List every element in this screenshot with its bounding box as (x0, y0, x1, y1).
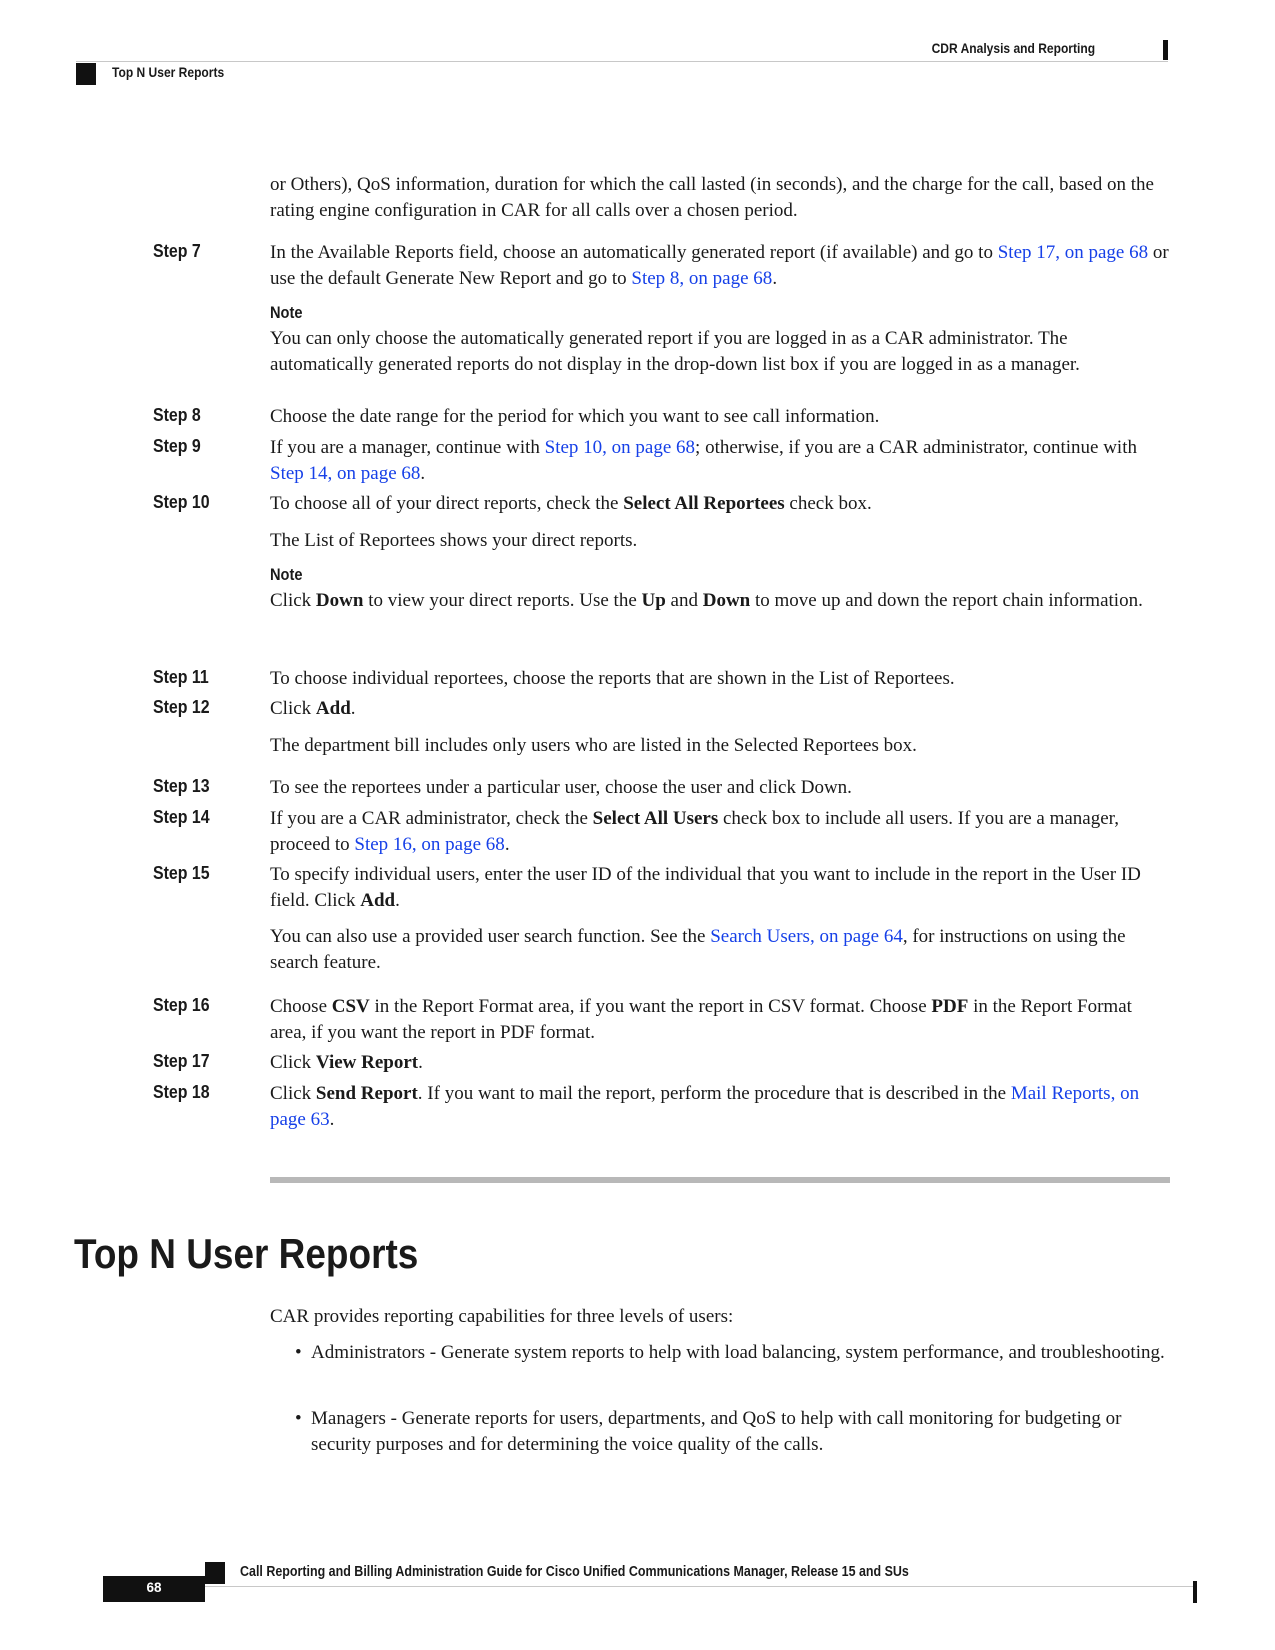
link-step-8[interactable]: Step 8, on page 68 (631, 267, 773, 289)
list-item (295, 1340, 1186, 1366)
step-18-text-part: . (329, 1108, 335, 1130)
step-14-text-part: . (504, 833, 510, 855)
step-8-label: Step 8 (153, 404, 201, 425)
step-17-text-part: Click (270, 1052, 316, 1073)
step-9-text-part: ; otherwise, if you are a CAR administrator, continue with (695, 437, 1137, 458)
step-12-text (270, 696, 1170, 722)
step-10-note-text (270, 588, 1170, 614)
step-17-label: Step 17 (153, 1050, 210, 1071)
footer-rule (205, 1586, 1195, 1587)
step-10-note-label: Note (270, 565, 303, 584)
step-18-text (270, 1081, 1170, 1132)
link-step-16[interactable]: Step 16, on page 68 (354, 833, 505, 855)
step-14-text (270, 806, 1170, 857)
list-item-text: Managers - Generate reports for users, departments, and QoS to help with call monitoring for budgeting or security purposes and for determining the voice quality of the calls. (311, 1408, 1122, 1455)
header-block-left (76, 63, 96, 85)
step-11-label: Step 11 (153, 666, 209, 687)
step-7-text-part: . (772, 267, 778, 289)
step-10-note-part: to view your direct reports. Use the (363, 590, 642, 611)
step-12-text-part: . (350, 698, 356, 719)
step-16-bold: PDF (931, 996, 969, 1017)
step-16-text-part: in the Report Format area, if you want the report in CSV format. Choose (369, 996, 932, 1017)
step-13-text: To see the reportees under a particular user, choose the user and click Down. (270, 777, 852, 798)
header-bar-right (1163, 40, 1168, 60)
header-rule (76, 61, 1168, 62)
step-10-note-part: to move up and down the report chain information. (750, 590, 1143, 611)
footer-bar-right (1193, 1581, 1197, 1603)
step-10-bold: Select All Reportees (623, 493, 785, 514)
step-7-note-text: You can only choose the automatically generated report if you are logged in as a CAR administrator. The automatically generated reports do not display in the drop-down list box if you are logged in as a manager. (270, 328, 1080, 375)
step-14-text-part: check box to include all users. If you are a manager, proceed to (270, 808, 1119, 855)
step-7-text (270, 240, 1170, 291)
step-9-text-part: If you are a manager, continue with (270, 437, 545, 458)
list-item (295, 1406, 1186, 1457)
intro-continuation: or Others), QoS information, duration for which the call lasted (in seconds), and the charge for the call, based on the rating engine configuration in CAR for all calls over a chosen period. (270, 174, 1154, 221)
step-13-label: Step 13 (153, 775, 210, 796)
step-18-text-part: . If you want to mail the report, perform the procedure that is described in the (417, 1083, 1011, 1104)
step-14-label: Step 14 (153, 806, 210, 827)
step-16-bold: CSV (331, 996, 370, 1017)
step-7-text-part: In the Available Reports field, choose an automatically generated report (if available) and go to (270, 242, 998, 263)
step-15-text-part: . (395, 889, 400, 911)
step-8-text: Choose the date range for the period for which you want to see call information. (270, 406, 880, 427)
footer-doc-title: Call Reporting and Billing Administration Guide for Cisco Unified Communications Manager, Release 15 and SUs (240, 1564, 909, 1580)
list-item-text: Administrators - Generate system reports to help with load balancing, system performance, and troubleshooting. (311, 1342, 1165, 1363)
step-16-text-part: Choose (270, 996, 332, 1017)
step-15-text (270, 862, 1170, 913)
step-7-label: Step 7 (153, 240, 201, 261)
footer-block (205, 1562, 225, 1584)
section-title: Top N User Reports (74, 1230, 419, 1277)
step-15-bold: Add (360, 889, 396, 911)
header-chapter-title: Top N User Reports (112, 64, 225, 80)
step-7-text-part: or use the default Generate New Report and go to (270, 242, 1169, 289)
step-9-text (270, 435, 1170, 486)
step-17-bold: View Report (315, 1052, 419, 1073)
step-18-bold: Send Report (315, 1083, 418, 1104)
section-divider (270, 1177, 1170, 1183)
bullet-mark: • (295, 1342, 302, 1363)
step-12-subtext: The department bill includes only users who are listed in the Selected Reportees box. (270, 735, 917, 756)
step-16-text-part: in the Report Format area, if you want the report in PDF format. (270, 996, 1132, 1043)
step-11-text: To choose individual reportees, choose the reports that are shown in the List of Reportees. (270, 668, 955, 689)
step-18-text-part: Click (270, 1083, 316, 1104)
step-10-note-part: Click (270, 590, 316, 611)
step-17-text (270, 1050, 1170, 1076)
step-10-note-part: and (665, 590, 703, 611)
bullet-mark: • (295, 1408, 302, 1429)
page-number: 68 (146, 1580, 162, 1595)
step-15-sub-part: You can also use a provided user search function. See the (270, 926, 711, 947)
link-step-17[interactable]: Step 17, on page 68 (997, 242, 1149, 263)
step-15-text-part: To specify individual users, enter the user ID of the individual that you want to include in the report in the User ID field. Click (270, 864, 1141, 911)
step-12-label: Step 12 (153, 696, 210, 717)
step-16-text (270, 994, 1170, 1045)
step-10-text-part: check box. (784, 493, 872, 514)
step-10-note-bold: Down (702, 590, 751, 611)
step-15-sub-part: , for instructions on using the search feature. (270, 926, 1126, 973)
step-10-text-part: To choose all of your direct reports, check the (270, 493, 624, 514)
step-9-text-part: . (420, 462, 426, 484)
step-15-subtext (270, 924, 1170, 975)
link-step-10[interactable]: Step 10, on page 68 (544, 437, 696, 458)
step-17-text-part: . (418, 1052, 423, 1073)
step-15-label: Step 15 (153, 862, 210, 883)
step-10-note-bold: Up (641, 590, 666, 611)
step-10-subtext: The List of Reportees shows your direct reports. (270, 530, 638, 551)
section-intro: CAR provides reporting capabilities for three levels of users: (270, 1306, 734, 1327)
link-step-14[interactable]: Step 14, on page 68 (270, 462, 421, 484)
link-search-users[interactable]: Search Users, on page 64 (710, 926, 903, 947)
step-14-bold: Select All Users (592, 808, 719, 829)
step-18-label: Step 18 (153, 1081, 210, 1102)
step-12-text-part: Click (270, 698, 316, 719)
step-10-label: Step 10 (153, 491, 210, 512)
step-16-label: Step 16 (153, 994, 210, 1015)
step-9-label: Step 9 (153, 435, 201, 456)
step-12-bold: Add (315, 698, 351, 719)
step-14-text-part: If you are a CAR administrator, check the (270, 808, 593, 829)
step-10-text (270, 491, 1170, 517)
step-10-note-bold: Down (315, 590, 364, 611)
step-7-note-label: Note (270, 303, 303, 322)
link-mail-reports[interactable]: Mail Reports, on page 63 (270, 1083, 1140, 1130)
header-section-title: CDR Analysis and Reporting (931, 40, 1095, 56)
